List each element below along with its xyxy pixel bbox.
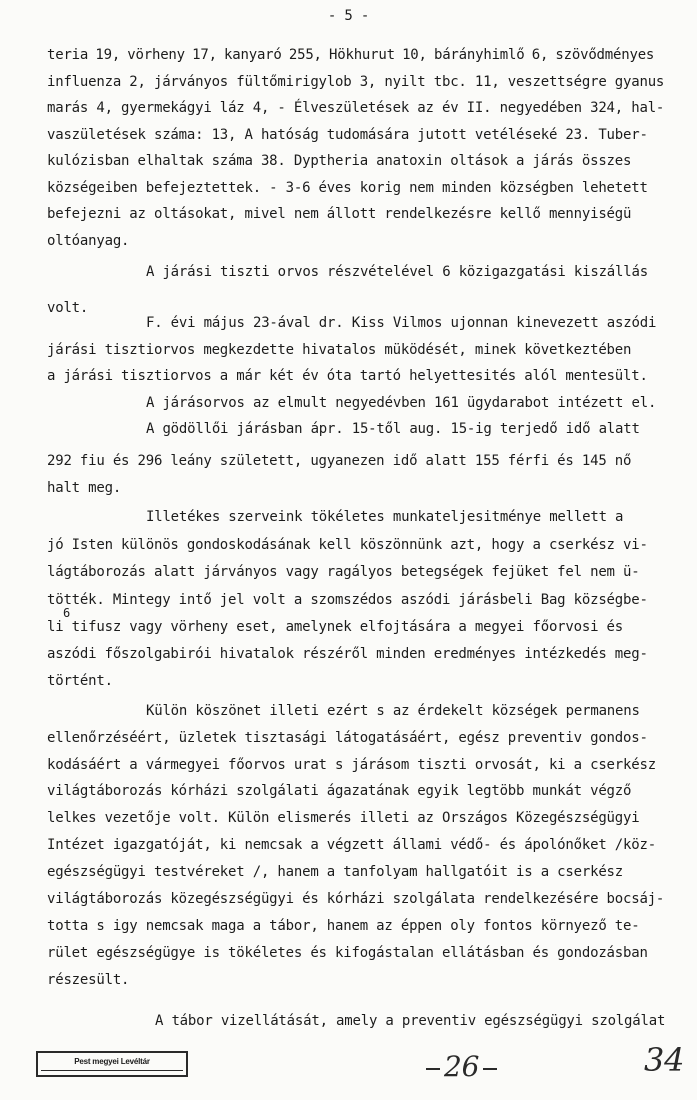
- text-line: 292 fiu és 296 leány született, ugyanezen idő alatt 155 férfi és 145 nő: [47, 453, 632, 469]
- text-line: kodásáért a vármegyei főorvos urat s járásom tiszti orvosát, ki a cserkész: [47, 757, 656, 773]
- text-line: rület egészségügye is tökéletes és kifogástalan ellátásban és gondozásban: [47, 945, 648, 961]
- text-line: A gödöllői járásban ápr. 15-től aug. 15-ig terjedő idő alatt: [146, 421, 640, 437]
- text-line: Illetékes szerveink tökéletes munkateljesitménye mellett a: [146, 509, 624, 525]
- text-line: járási tisztiorvos megkezdette hivatalos müködését, minek következtében: [47, 342, 632, 358]
- text-line: lelkes vezetője volt. Külön elismerés illeti az Országos Közegészségügyi: [47, 810, 640, 826]
- text-line: Külön köszönet illeti ezért s az érdekelt községek permanens: [146, 703, 640, 719]
- handwritten-sheet-number: [422, 1050, 501, 1083]
- text-line: a járási tisztiorvos a már két év óta tartó helyettesités alól mentesült.: [47, 368, 648, 384]
- text-line: községeiben befejeztettek. - 3-6 éves korig nem minden községben lehetett: [47, 180, 648, 196]
- text-line: ellenőrzéséért, üzletek tisztasági látogatásáért, egész preventiv gondos-: [47, 730, 648, 746]
- page-number: - 5 -: [327, 8, 370, 24]
- text-line: egészségügyi testvéreket /, hanem a tanfolyam hallgatóit is a cserkész: [47, 864, 624, 880]
- text-line: oltóanyag.: [47, 233, 130, 249]
- text-line: Intézet igazgatóját, ki nemcsak a végzett állami védő- és ápolónőket /köz-: [47, 837, 656, 853]
- text-line: részesült.: [47, 972, 130, 988]
- text-line: marás 4, gyermekágyi láz 4, - Élveszületések az év II. negyedében 324, hal-: [47, 100, 665, 116]
- handwritten-sheet-number-text: 26: [444, 1050, 480, 1083]
- text-line: vaszületések száma: 13, A hatóság tudomására jutott vetéléseké 23. Tuber-: [47, 127, 648, 143]
- text-line: történt.: [47, 673, 113, 689]
- text-line: világtáborozás közegészségügyi és kórházi szolgálata rendelkezésére bocsáj-: [47, 891, 665, 907]
- text-line: lágtáborozás alatt járványos vagy ragályos betegségek fejüket fel nem ü-: [47, 564, 640, 580]
- text-line: halt meg.: [47, 480, 122, 496]
- text-line: aszódi főszolgabirói hivatalok részéről minden eredményes intézkedés meg-: [47, 646, 648, 662]
- text-line: jó Isten különös gondoskodásának kell köszönnünk azt, hogy a cserkész vi-: [47, 537, 648, 553]
- text-line: A járási tiszti orvos részvételével 6 közigazgatási kiszállás: [146, 264, 648, 280]
- text-line: kulózisban elhaltak száma 38. Dyptheria anatoxin oltások a járás összes: [47, 153, 632, 169]
- text-line: F. évi május 23-ával dr. Kiss Vilmos ujonnan kinevezett aszódi: [146, 315, 657, 331]
- archive-stamp: [36, 1051, 188, 1077]
- text-line: li tifusz vagy vörheny eset, amelynek elfojtására a megyei főorvosi és: [47, 619, 624, 635]
- dash-mark: [483, 1068, 497, 1070]
- handwritten-page-number: 34: [644, 1041, 685, 1079]
- text-line: A tábor vizellátását, amely a preventiv egészségügyi szolgálat: [155, 1013, 666, 1029]
- text-line: világtáborozás kórházi szolgálati ágazatának egyik legtöbb munkát végző: [47, 783, 632, 799]
- text-line: volt.: [47, 300, 89, 316]
- text-line: tötték. Mintegy intő jel volt a szomszédos aszódi járásbeli Bag községbe-: [47, 592, 648, 608]
- text-line: totta s igy nemcsak maga a tábor, hanem az éppen oly fontos környező te-: [47, 918, 640, 934]
- dash-mark: [426, 1068, 440, 1070]
- text-line: A járásorvos az elmult negyedévben 161 ügydarabot intézett el.: [146, 395, 657, 411]
- interlinear-insert: 6: [63, 606, 71, 620]
- text-line: teria 19, vörheny 17, kanyaró 255, Hökhurut 10, bárányhimlő 6, szövődményes: [47, 47, 655, 63]
- text-line: influenza 2, járványos fültőmirigylob 3, nyilt tbc. 11, veszettségre gyanus: [47, 74, 665, 90]
- text-line: befejezni az oltásokat, mivel nem állott rendelkezésre kellő mennyiségü: [47, 206, 632, 222]
- archive-stamp-label: Pest megyei Levéltár: [41, 1056, 183, 1071]
